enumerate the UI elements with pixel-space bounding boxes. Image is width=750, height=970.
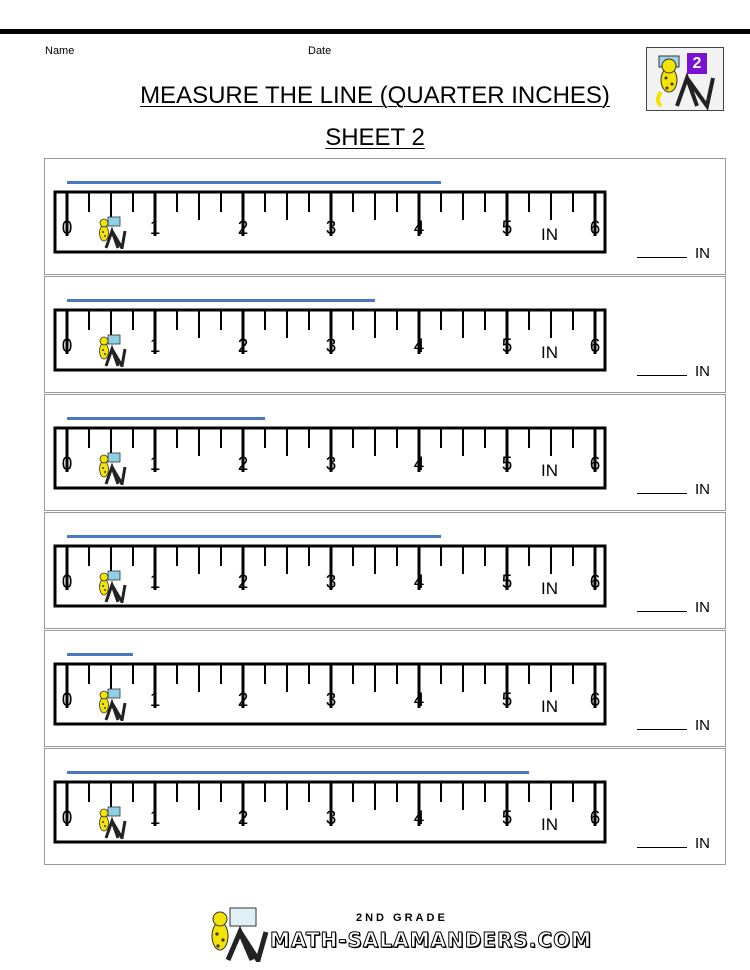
- ruler-number: 3: [325, 690, 337, 711]
- name-label: Name: [45, 45, 75, 57]
- page-title-text: MEASURE THE LINE (QUARTER INCHES): [140, 82, 610, 109]
- ruler-number: 1: [149, 218, 161, 239]
- answer-blank[interactable]: [637, 715, 687, 730]
- ruler-unit-label: IN: [541, 343, 558, 362]
- ruler-number: 3: [325, 454, 337, 475]
- ruler-number: 2: [237, 336, 249, 357]
- ruler: [53, 534, 606, 606]
- answer-unit: IN: [695, 717, 710, 734]
- ruler-unit-label: IN: [541, 225, 558, 244]
- salamander-mascot-icon: [94, 215, 130, 249]
- answer-blank[interactable]: [637, 479, 687, 494]
- salamander-logo-icon: [200, 906, 280, 962]
- answer-blank[interactable]: [637, 597, 687, 612]
- ruler-panel: [44, 512, 726, 629]
- ruler-number: 4: [413, 690, 425, 711]
- page-subtitle: [0, 124, 750, 152]
- ruler-number: 1: [149, 336, 161, 357]
- ruler-number: 1: [149, 454, 161, 475]
- ruler-panel: [44, 630, 726, 747]
- salamander-mascot-icon: [94, 451, 130, 485]
- ruler-number: 4: [413, 454, 425, 475]
- ruler-graphic: [53, 180, 606, 252]
- ruler-panel: [44, 158, 726, 275]
- ruler-graphic: [53, 298, 606, 370]
- ruler: [53, 298, 606, 370]
- answer-blank[interactable]: [637, 243, 687, 258]
- ruler-number: 2: [237, 808, 249, 829]
- ruler-number: 5: [501, 690, 513, 711]
- salamander-mascot-icon: [94, 333, 130, 367]
- ruler-unit-label: IN: [541, 815, 558, 834]
- top-rule: [0, 29, 750, 34]
- date-label: Date: [308, 45, 332, 57]
- ruler-number: 0: [61, 336, 73, 357]
- ruler-number: 6: [589, 454, 601, 475]
- ruler-number: 5: [501, 454, 513, 475]
- ruler-number: 2: [237, 690, 249, 711]
- grade-number: 2: [687, 53, 707, 74]
- salamander-mascot-icon: [94, 805, 130, 839]
- ruler-number: 0: [61, 218, 73, 239]
- answer-unit: IN: [695, 481, 710, 498]
- salamander-mascot-icon: [647, 48, 723, 110]
- answer-unit: IN: [695, 835, 710, 852]
- answer-unit: IN: [695, 599, 710, 616]
- answer-field[interactable]: [637, 243, 710, 262]
- ruler: [53, 180, 606, 252]
- ruler-graphic: [53, 652, 606, 724]
- ruler-number: 3: [325, 336, 337, 357]
- answer-unit: IN: [695, 245, 710, 262]
- ruler-number: 1: [149, 572, 161, 593]
- answer-blank[interactable]: [637, 361, 687, 376]
- salamander-mascot-icon: [94, 687, 130, 721]
- page-subtitle-text: SHEET 2: [325, 124, 425, 151]
- ruler-number: 5: [501, 336, 513, 357]
- ruler-number: 4: [413, 336, 425, 357]
- ruler-number: 6: [589, 336, 601, 357]
- ruler-number: 0: [61, 690, 73, 711]
- ruler-number: 1: [149, 808, 161, 829]
- ruler-number: 2: [237, 218, 249, 239]
- salamander-mascot-icon: [94, 569, 130, 603]
- page-title: [0, 82, 750, 110]
- ruler-number: 4: [413, 808, 425, 829]
- ruler-unit-label: IN: [541, 697, 558, 716]
- answer-field[interactable]: [637, 361, 710, 380]
- ruler-panel: [44, 394, 726, 511]
- ruler-panel: [44, 276, 726, 393]
- ruler-number: 2: [237, 572, 249, 593]
- ruler-unit-label: IN: [541, 579, 558, 598]
- ruler-number: 5: [501, 808, 513, 829]
- ruler-number: 5: [501, 572, 513, 593]
- answer-unit: IN: [695, 363, 710, 380]
- ruler-number: 0: [61, 808, 73, 829]
- ruler: [53, 416, 606, 488]
- ruler: [53, 652, 606, 724]
- ruler-number: 1: [149, 690, 161, 711]
- answer-field[interactable]: [637, 833, 710, 852]
- ruler-number: 2: [237, 454, 249, 475]
- ruler-number: 6: [589, 572, 601, 593]
- ruler-number: 0: [61, 572, 73, 593]
- answer-blank[interactable]: [637, 833, 687, 848]
- ruler-panel: [44, 748, 726, 865]
- answer-field[interactable]: [637, 479, 710, 498]
- ruler-number: 6: [589, 218, 601, 239]
- ruler-number: 3: [325, 572, 337, 593]
- ruler-number: 5: [501, 218, 513, 239]
- ruler-number: 6: [589, 690, 601, 711]
- ruler-number: 3: [325, 808, 337, 829]
- footer-grade-text: 2ND GRADE: [356, 912, 448, 924]
- ruler-number: 6: [589, 808, 601, 829]
- answer-field[interactable]: [637, 715, 710, 734]
- ruler-number: 0: [61, 454, 73, 475]
- ruler-number: 4: [413, 572, 425, 593]
- answer-field[interactable]: [637, 597, 710, 616]
- ruler: [53, 770, 606, 842]
- ruler-number: 3: [325, 218, 337, 239]
- ruler-graphic: [53, 534, 606, 606]
- ruler-graphic: [53, 416, 606, 488]
- grade-badge: [646, 47, 724, 111]
- ruler-graphic: [53, 770, 606, 842]
- footer-site-text: MATH-SALAMANDERS.COM: [270, 928, 592, 952]
- ruler-unit-label: IN: [541, 461, 558, 480]
- ruler-number: 4: [413, 218, 425, 239]
